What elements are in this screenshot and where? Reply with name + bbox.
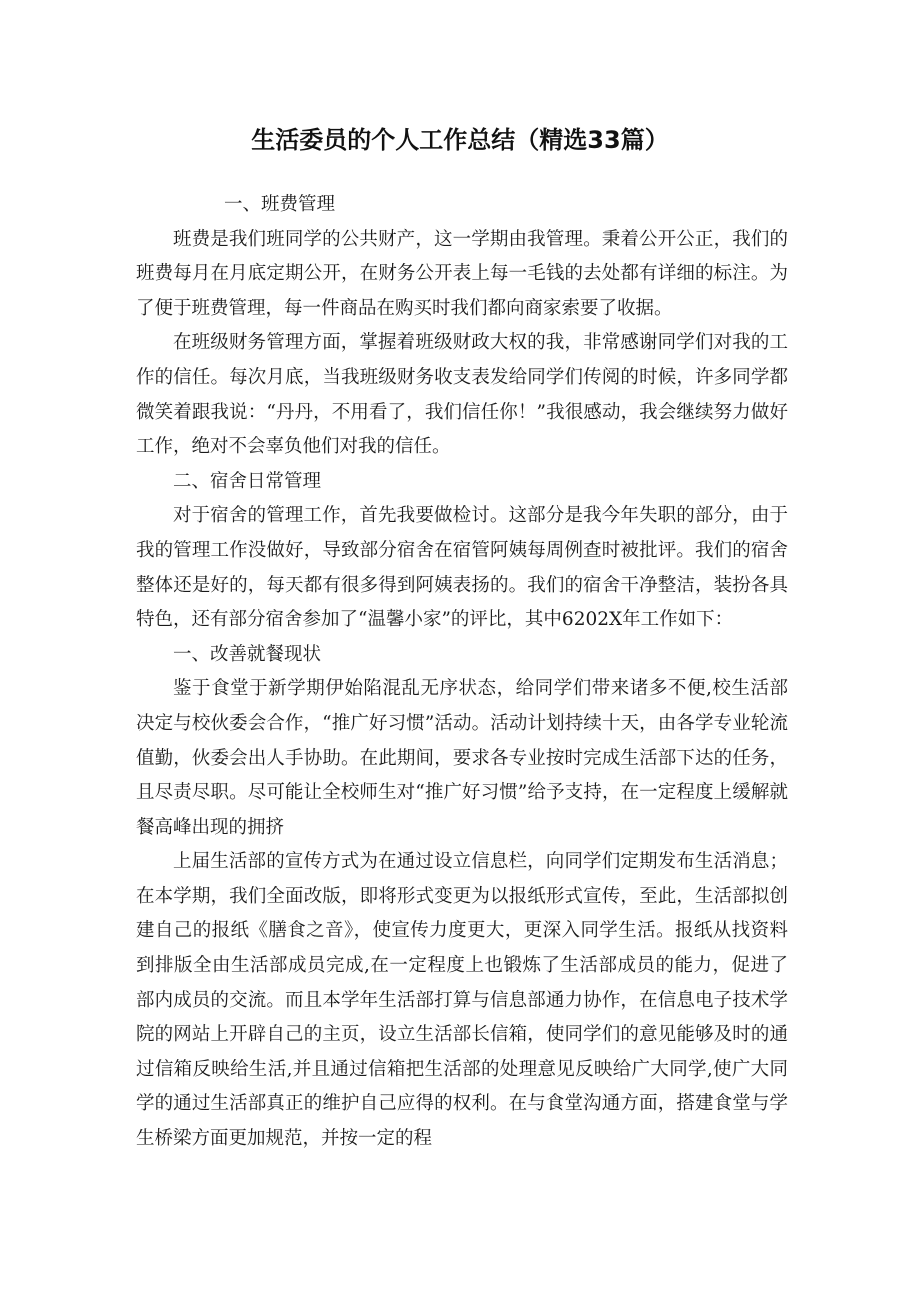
section-heading: 一、改善就餐现状	[173, 643, 322, 665]
body-paragraph: 班费是我们班同学的公共财产，这一学期由我管理。秉着公开公正，我们的班费每月在月底定期公开，在财务公开表上每一毛钱的去处都有详细的标注。为了便于班费管理，每一件商品在购买时我们都向商家索要了收据。	[136, 228, 788, 319]
document-body	[136, 188, 788, 1157]
section-heading: 二、宿舍日常管理	[173, 470, 322, 492]
section-heading: 一、班费管理	[224, 194, 336, 215]
document-title: 生活委员的个人工作总结（精选33篇）	[251, 126, 669, 154]
body-paragraph: 对于宿舍的管理工作，首先我要做检讨。这部分是我今年失职的部分，由于我的管理工作没做好，导致部分宿舍在宿管阿姨每周例查时被批评。我们的宿舍整体还是好的，每天都有很多得到阿姨表扬的。我们的宿舍干净整洁，装扮各具特色，还有部分宿舍参加了“温馨小家”的评比，其中6202X年工作如下：	[136, 505, 788, 631]
body-paragraph: 上届生活部的宣传方式为在通过设立信息栏，向同学们定期发布生活消息；在本学期，我们全面改版，即将形式变更为以报纸形式宣传，至此，生活部拟创建自己的报纸《膳食之音》，使宣传力度更大，更深入同学生活。报纸从找资料到排版全由生活部成员完成,在一定程度上也锻炼了生活部成员的能力，促进了部内成员的交流。而且本学年生活部打算与信息部通力协作，在信息电子技术学院的网站上开辟自己的主页，设立生活部长信箱，使同学们的意见能够及时的通过信箱反映给生活,并且通过信箱把生活部的处理意见反映给广大同学,使广大同学的通过生活部真正的维护自己应得的权利。在与食堂沟通方面，搭建食堂与学生桥梁方面更加规范，并按一定的程	[136, 851, 788, 1150]
body-paragraph: 鉴于食堂于新学期伊始陷混乱无序状态，给同学们带来诸多不便,校生活部决定与校伙委会合作，“推广好习惯”活动。活动计划持续十天，由各学专业轮流值勤，伙委会出人手协助。在此期间，要求各专业按时完成生活部下达的任务，且尽责尽职。尽可能让全校师生对“推广好习惯”给予支持，在一定程度上缓解就餐高峰出现的拥挤	[136, 678, 788, 838]
body-paragraph: 在班级财务管理方面，掌握着班级财政大权的我，非常感谢同学们对我的工作的信任。每次月底，当我班级财务收支表发给同学们传阅的时候，许多同学都微笑着跟我说：“丹丹，不用看了，我们信任你！”我很感动，我会继续努力做好工作，绝对不会辜负他们对我的信任。	[136, 332, 788, 458]
